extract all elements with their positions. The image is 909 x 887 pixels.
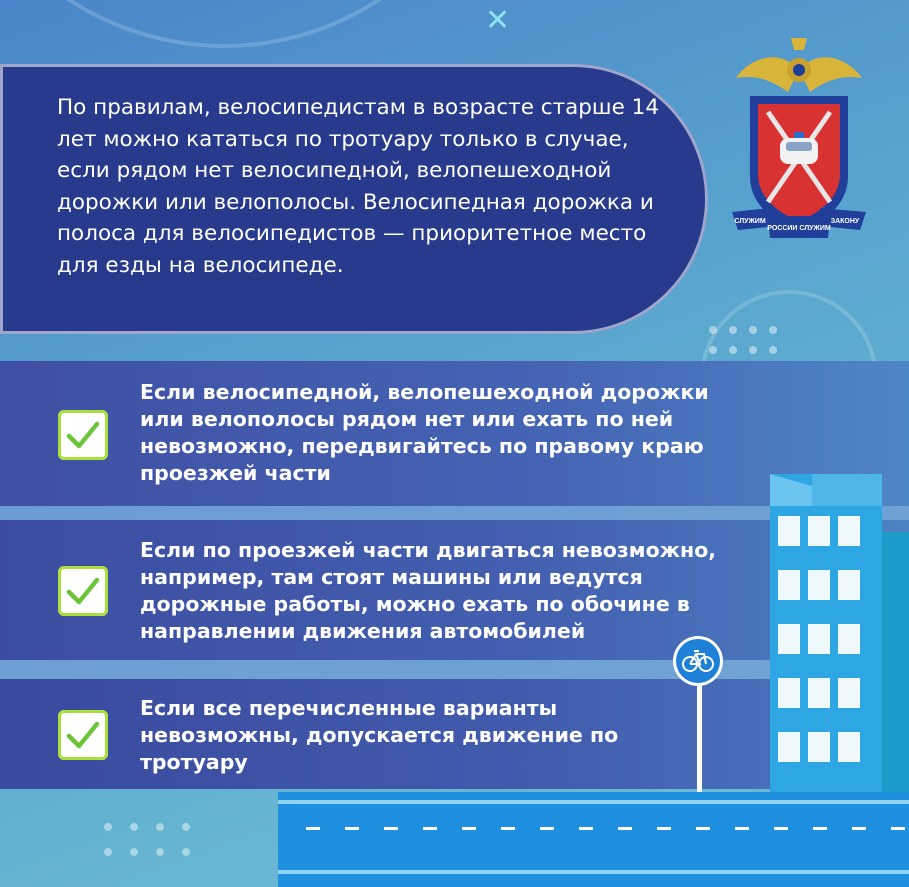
road-dash bbox=[774, 827, 788, 830]
building-window bbox=[838, 516, 860, 546]
road-dash bbox=[618, 827, 632, 830]
item-text-3: Если все перечисленные варианты невозможны, допускается движение по тротуару bbox=[140, 696, 619, 774]
road-dash bbox=[813, 827, 827, 830]
road-dash bbox=[423, 827, 437, 830]
building-window bbox=[808, 624, 830, 654]
road-dash bbox=[735, 827, 749, 830]
building-window bbox=[838, 732, 860, 762]
road-dash bbox=[501, 827, 515, 830]
cross-icon: ✕ bbox=[485, 3, 511, 38]
checkmark-icon bbox=[66, 575, 100, 607]
building-window bbox=[778, 570, 800, 600]
building-window bbox=[808, 678, 830, 708]
road-dash bbox=[384, 827, 398, 830]
bicycle-sign bbox=[676, 639, 720, 683]
checkbox-2 bbox=[58, 566, 108, 616]
building-window bbox=[838, 624, 860, 654]
road-dash bbox=[462, 827, 476, 830]
intro-text: По правилам, велосипедистам в возрасте старше 14 лет можно кататься по тротуару только в случае, если рядом нет велосипедной, велопешеходной дорожки или велополосы. Велосипедная дорожка и полоса для велосипедистов — приоритетное место для езды на велосипеде. bbox=[57, 95, 660, 278]
building-window bbox=[838, 570, 860, 600]
dots-decoration-bottom bbox=[104, 823, 190, 856]
building-roof-side bbox=[812, 474, 882, 506]
item-text-1: Если велосипедной, велопешеходной дорожки или велополосы рядом нет или ехать по ней невозможно, передвигайтесь по правому краю проезжей части bbox=[140, 380, 709, 485]
item-text-2: Если по проезжей части двигаться невозможно, например, там стоят машины или ведутся дорожные работы, можно ехать по обочине в направлении движения автомобилей bbox=[140, 538, 717, 643]
bicycle-icon bbox=[676, 639, 720, 683]
emblem-ribbon-right: ЗАКОНУ bbox=[830, 218, 860, 225]
checkbox-3 bbox=[58, 710, 108, 760]
road-dash bbox=[540, 827, 554, 830]
road-dash bbox=[306, 827, 320, 830]
building-window bbox=[778, 516, 800, 546]
road-dash bbox=[579, 827, 593, 830]
emblem-ribbon-left: СЛУЖИМ bbox=[734, 218, 766, 225]
checkmark-icon bbox=[66, 719, 100, 751]
building-window bbox=[778, 678, 800, 708]
building-back bbox=[882, 532, 909, 794]
dots-decoration bbox=[709, 326, 777, 354]
emblem-ribbon-center: РОССИИ СЛУЖИМ bbox=[767, 225, 831, 232]
road-dash bbox=[696, 827, 710, 830]
intro-panel bbox=[0, 64, 708, 334]
sign-pole bbox=[697, 680, 702, 792]
checkbox-1 bbox=[58, 410, 108, 460]
road-edge-top bbox=[278, 800, 909, 804]
building-window bbox=[838, 678, 860, 708]
building-window bbox=[808, 570, 830, 600]
background-ring-top bbox=[0, 0, 511, 48]
road-dash bbox=[852, 827, 866, 830]
building-window bbox=[808, 516, 830, 546]
road-dash bbox=[657, 827, 671, 830]
building-window bbox=[808, 732, 830, 762]
police-emblem bbox=[728, 26, 870, 242]
road-dash bbox=[891, 827, 905, 830]
road-edge-bottom bbox=[278, 870, 909, 874]
road-dash bbox=[345, 827, 359, 830]
building-window bbox=[778, 732, 800, 762]
checkmark-icon bbox=[66, 419, 100, 451]
building-window bbox=[778, 624, 800, 654]
